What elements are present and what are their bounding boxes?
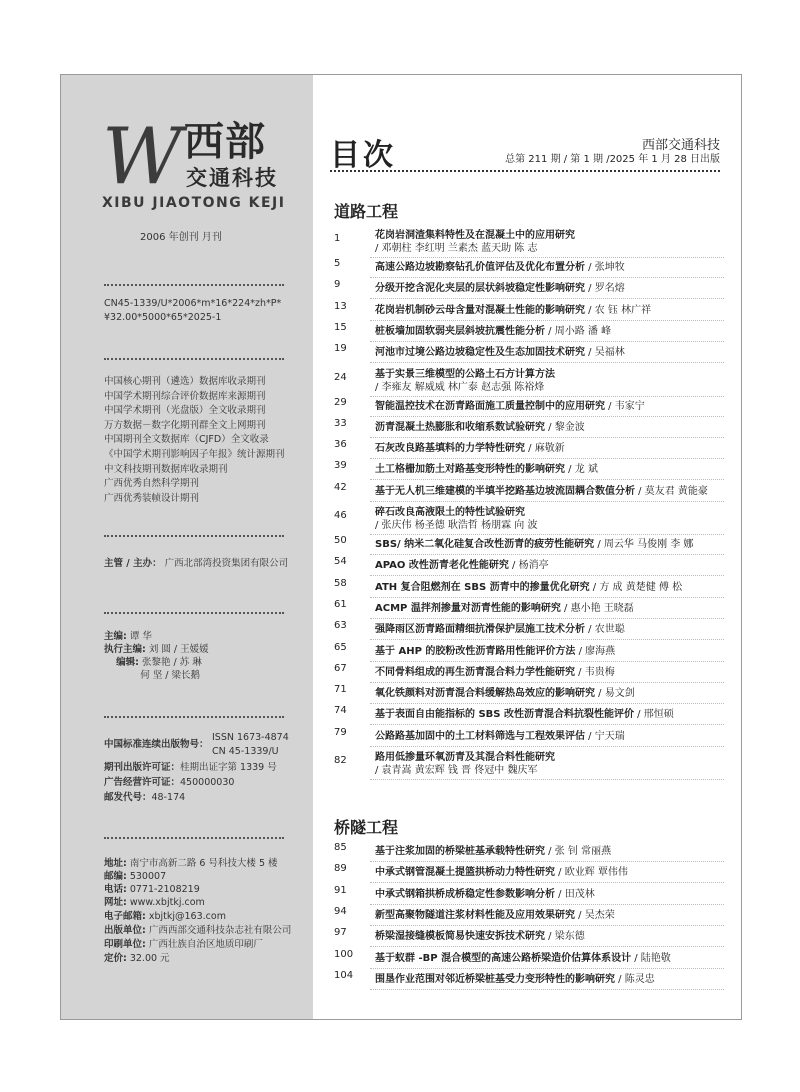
indexing-item: 中国学术期刊（光盘版）全文收录期刊 bbox=[104, 405, 266, 417]
entry-divider bbox=[370, 618, 724, 619]
article-title: 基于无人机三维建模的半填半挖路基边坡流固耦合数值分析 bbox=[375, 485, 635, 497]
article-title: 花岗岩洞渣集料特性及在混凝土中的应用研究 bbox=[375, 230, 575, 241]
page-number: 42 bbox=[334, 481, 347, 493]
sponsor-value: 广西北部湾投资集团有限公司 bbox=[164, 558, 289, 569]
article-authors: / 麻敬新 bbox=[525, 443, 565, 455]
article-title-line bbox=[375, 556, 549, 571]
issue-info: 总第 211 期 / 第 1 期 /2025 年 1 月 28 日出版 bbox=[505, 154, 720, 165]
page-number: 61 bbox=[334, 598, 347, 610]
article-title: 新型高聚物隧道注浆材料性能及应用效果研究 bbox=[375, 909, 575, 921]
article-title: 围垦作业范围对邻近桥梁桩基受力变形特性的影响研究 bbox=[375, 973, 615, 985]
page-number: 36 bbox=[334, 439, 347, 451]
article-title: 基于蚁群 -BP 混合模型的高速公路桥梁造价估算体系设计 bbox=[375, 952, 632, 964]
divider bbox=[104, 612, 284, 614]
article-title-line bbox=[375, 684, 635, 699]
entry-divider bbox=[370, 861, 724, 862]
entry-divider bbox=[370, 320, 724, 321]
article-title: 高速公路边坡勘察钻孔价值评估及优化布置分析 bbox=[375, 262, 585, 273]
article-authors: / 龙 斌 bbox=[565, 464, 598, 476]
header-rule bbox=[330, 170, 720, 172]
article-authors: / 邓朝柱 李红明 兰素杰 蓝天助 陈 志 bbox=[375, 243, 538, 254]
article-title-line bbox=[375, 642, 615, 657]
article-title-line bbox=[375, 322, 611, 337]
article-title-line bbox=[375, 439, 565, 454]
entry-divider bbox=[370, 661, 724, 662]
article-title: 土工格栅加筋土对路基变形特性的影响研究 bbox=[375, 464, 565, 476]
article-title: 基于 AHP 的胶粉改性沥青路用性能评价方法 bbox=[375, 645, 576, 657]
indexing-item: 广西优秀装帧设计期刊 bbox=[104, 492, 200, 504]
article-title: 花岗岩机制砂云母含量对混凝土性能的影响研究 bbox=[375, 304, 585, 316]
article-authors: / 张 钊 常丽燕 bbox=[545, 846, 612, 857]
sponsor-line bbox=[104, 557, 288, 571]
entry-divider bbox=[370, 437, 724, 438]
zip-line: 邮编: 530007 bbox=[104, 871, 167, 882]
page-number: 54 bbox=[334, 556, 347, 568]
page-number: 24 bbox=[334, 371, 347, 383]
entry-divider bbox=[370, 724, 724, 725]
page-number: 97 bbox=[334, 927, 347, 939]
article-title-line bbox=[375, 258, 625, 273]
indexing-item: 中国期刊全文数据库（CJFD）全文收录 bbox=[104, 434, 269, 446]
article-title-line bbox=[375, 397, 645, 412]
logo-cn-name2: 交通科技 bbox=[186, 166, 278, 190]
entry-divider bbox=[370, 298, 724, 299]
article-authors: / 袁青嵩 黄宏辉 钱 晋 佟冠中 魏庆军 bbox=[375, 765, 538, 776]
article-title: 桥梁湿接缝模板简易快速安拆技术研究 bbox=[375, 931, 545, 943]
article-authors: / 欧业辉 覃伟伟 bbox=[555, 867, 628, 879]
article-title-line bbox=[375, 343, 625, 358]
article-authors: / 廖海燕 bbox=[575, 645, 616, 657]
entry-divider bbox=[370, 968, 724, 969]
article-title: 基于注浆加固的桥梁桩基承载特性研究 bbox=[375, 846, 545, 857]
page-number: 15 bbox=[334, 321, 347, 333]
article-authors: / 惠小艳 王晓磊 bbox=[560, 602, 634, 614]
entry-divider bbox=[370, 458, 724, 459]
entry-divider bbox=[370, 277, 724, 278]
article-title-line bbox=[375, 863, 628, 878]
article-title: 石灰改良路基填料的力学特性研究 bbox=[375, 443, 525, 455]
indexing-item: 《中国学术期刊影响因子年报》统计源期刊 bbox=[104, 449, 285, 460]
article-title: SBS/ 纳米二氧化硅复合改性沥青的疲劳性能研究 bbox=[375, 539, 595, 550]
divider bbox=[104, 284, 284, 286]
entry-divider bbox=[370, 554, 724, 555]
price-line: 定价: 32.00 元 bbox=[104, 953, 170, 964]
issn-value: ISSN 1673-4874 bbox=[212, 732, 289, 743]
article-authors: / 周小路 潘 峰 bbox=[545, 325, 612, 337]
article-authors: / 田茂林 bbox=[555, 888, 595, 900]
entry-divider bbox=[370, 779, 724, 780]
editor-line: 编辑: 张黎艳 / 苏 琳 bbox=[116, 657, 202, 668]
article-title: 基于实景三维模型的公路土石方计算方法 bbox=[375, 368, 555, 380]
article-title-line bbox=[375, 663, 615, 678]
article-title-line bbox=[375, 949, 671, 964]
article-title: 碎石改良高液限土的特性试验研究 bbox=[375, 507, 525, 518]
entry-divider bbox=[370, 416, 724, 417]
section-heading: 道路工程 bbox=[334, 202, 399, 221]
entry-divider bbox=[370, 575, 724, 576]
web-line: 网址: www.xbjtkj.com bbox=[104, 897, 205, 908]
article-authors: / 农世聪 bbox=[585, 624, 625, 636]
page-number: 82 bbox=[334, 755, 347, 766]
code-line-1: CN45-1339/U*2006*m*16*224*zh*P* bbox=[104, 298, 282, 309]
article-authors: / 韦贵梅 bbox=[575, 666, 615, 678]
article-title-line bbox=[375, 620, 625, 635]
article-title: 氧化铁颜料对沥青混合料缓解热岛效应的影响研究 bbox=[375, 688, 595, 700]
article-authors: / 吴福林 bbox=[585, 347, 625, 359]
article-title-line bbox=[375, 842, 611, 857]
page-number: 1 bbox=[334, 233, 341, 244]
page-number: 58 bbox=[334, 577, 347, 589]
email-link[interactable]: xbjtkj@163.com bbox=[148, 911, 226, 922]
indexing-item: 万方数据－数字化期刊群全文上网期刊 bbox=[104, 419, 266, 431]
article-authors: / 黎金波 bbox=[545, 421, 585, 433]
article-title: ATH 复合阻燃剂在 SBS 沥青中的掺量优化研究 bbox=[375, 581, 590, 593]
page-number: 9 bbox=[334, 279, 341, 291]
page-number: 79 bbox=[334, 726, 347, 738]
page-number: 104 bbox=[334, 969, 354, 981]
indexing-item: 中国学术期刊综合评价数据库来源期刊 bbox=[104, 390, 266, 402]
page-number: 85 bbox=[334, 842, 347, 853]
article-authors: / 张庆伟 杨圣德 耿浩哲 杨朋霖 向 波 bbox=[375, 520, 538, 531]
article-title-line bbox=[375, 301, 651, 316]
article-title: ACMP 温拌剂掺量对沥青性能的影响研究 bbox=[375, 602, 561, 614]
page-number: 39 bbox=[334, 460, 347, 472]
entry-divider bbox=[370, 597, 724, 598]
article-authors: / 农 钰 林广祥 bbox=[585, 304, 652, 316]
entry-divider bbox=[370, 703, 724, 704]
divider bbox=[104, 535, 284, 537]
entry-divider bbox=[370, 946, 724, 947]
page-number: 29 bbox=[334, 396, 347, 408]
divider bbox=[104, 837, 284, 839]
page-number: 100 bbox=[334, 948, 354, 960]
logo-letter: W bbox=[102, 112, 183, 202]
article-title-line bbox=[375, 906, 615, 921]
page-number: 67 bbox=[334, 662, 347, 674]
page-number: 74 bbox=[334, 705, 347, 717]
indexing-item: 中文科技期刊数据库收录期刊 bbox=[104, 463, 228, 475]
article-title-line bbox=[375, 885, 595, 900]
article-authors: / 陆艳敬 bbox=[631, 952, 671, 964]
article-title-line bbox=[375, 727, 625, 742]
email-line: 电子邮箱: xbjtkj@163.com bbox=[104, 911, 226, 922]
article-authors: / 易文剑 bbox=[595, 688, 635, 700]
entry-divider bbox=[370, 746, 724, 747]
exec-editor-line: 执行主编: 刘 圆 / 王媛媛 bbox=[104, 644, 209, 655]
article-title-line bbox=[375, 705, 674, 720]
permit-line: 期刊出版许可证：桂期出证字第 1339 号 bbox=[104, 762, 277, 773]
article-authors: / 李雍友 解威威 林广泰 赵志强 陈裕烽 bbox=[375, 381, 545, 393]
chief-editor-line: 主编: 谭 华 bbox=[104, 631, 152, 642]
journal-name: 西部交通科技 bbox=[641, 138, 720, 153]
article-authors: / 宁天瑞 bbox=[585, 730, 625, 742]
article-title-line bbox=[375, 927, 585, 942]
article-title: 中承式钢箱拱桥成桥稳定性参数影响分析 bbox=[375, 888, 555, 900]
article-title-line bbox=[375, 535, 693, 550]
article-authors: / 梁东德 bbox=[545, 931, 585, 943]
publisher-line: 出版单位: 广西西部交通科技杂志社有限公司 bbox=[104, 925, 292, 936]
page-number: 91 bbox=[334, 884, 347, 896]
article-title: 沥青混凝土热膨胀和收缩系数试验研究 bbox=[375, 421, 545, 433]
article-title: 强降雨区沥青路面精细抗滑保护层施工技术分析 bbox=[375, 624, 585, 636]
editor-line-2: 何 坚 / 梁长鹅 bbox=[140, 670, 201, 681]
post-line: 邮发代号：48-174 bbox=[104, 792, 186, 803]
article-title-line bbox=[375, 578, 682, 593]
logo-en-name: XIBU JIAOTONG KEJI bbox=[102, 195, 286, 211]
indexing-item: 中国核心期刊（遴选）数据库收录期刊 bbox=[104, 376, 266, 387]
entry-divider bbox=[370, 682, 724, 683]
divider bbox=[104, 358, 284, 360]
article-title: 中承式钢管混凝土提篮拱桥动力特性研究 bbox=[375, 867, 555, 879]
article-authors: / 杨消亭 bbox=[508, 560, 549, 572]
page-number: 71 bbox=[334, 684, 347, 696]
article-title: 公路路基加固中的土工材料筛选与工程效果评估 bbox=[375, 730, 585, 742]
tel-line: 电话: 0771-2108219 bbox=[104, 884, 200, 895]
article-authors: / 周云华 马俊刚 李 娜 bbox=[594, 539, 694, 550]
page-number: 5 bbox=[334, 258, 341, 269]
page-number: 94 bbox=[334, 905, 347, 917]
article-title-line bbox=[375, 418, 585, 433]
ad-line: 广告经营许可证：450000030 bbox=[104, 777, 235, 788]
page-title: 目次 bbox=[330, 138, 396, 173]
article-title-line bbox=[375, 279, 625, 294]
page-number: 63 bbox=[334, 620, 347, 632]
cn-value: CN 45-1339/U bbox=[212, 746, 279, 757]
article-authors: / 吴杰荣 bbox=[575, 909, 615, 921]
article-authors: / 陈灵忠 bbox=[615, 973, 655, 985]
page-number: 65 bbox=[334, 641, 347, 653]
logo-cn-name: 西部 bbox=[184, 119, 266, 165]
entry-divider bbox=[370, 882, 724, 883]
article-title-line bbox=[375, 599, 634, 614]
article-authors: / 莫友君 黄能豪 bbox=[635, 485, 708, 497]
divider bbox=[104, 716, 284, 718]
article-title: 桩板墙加固软弱夹层斜坡抗震性能分析 bbox=[375, 325, 545, 337]
article-authors: / 邢恒硕 bbox=[634, 709, 674, 721]
article-title: 河池市过境公路边坡稳定性及生态加固技术研究 bbox=[375, 347, 585, 359]
web-link[interactable]: www.xbjtkj.com bbox=[129, 897, 205, 908]
entry-divider bbox=[370, 341, 724, 342]
section-heading: 桥隧工程 bbox=[334, 818, 399, 837]
article-title-line bbox=[375, 460, 598, 475]
article-title-line bbox=[375, 970, 655, 985]
article-authors: / 罗名熔 bbox=[585, 283, 625, 295]
addr-line: 地址: 南宁市高新二路 6 号科技大楼 5 楼 bbox=[104, 858, 278, 869]
page-number: 46 bbox=[334, 510, 347, 521]
article-title: APAO 改性沥青老化性能研究 bbox=[375, 560, 509, 572]
article-authors: / 张坤牧 bbox=[585, 262, 625, 273]
sponsor-label: 主管 / 主办： bbox=[104, 558, 162, 569]
entry-divider bbox=[370, 362, 724, 363]
page-number: 19 bbox=[334, 343, 347, 355]
entry-divider bbox=[370, 639, 724, 640]
entry-divider bbox=[370, 925, 724, 926]
page-number: 33 bbox=[334, 417, 347, 429]
entry-divider bbox=[370, 904, 724, 905]
article-title: 智能温控技术在沥青路面施工质量控制中的应用研究 bbox=[375, 400, 605, 412]
page-number: 13 bbox=[334, 300, 347, 312]
article-authors: / 韦家宁 bbox=[605, 400, 645, 412]
entry-divider bbox=[370, 501, 724, 502]
printer-line: 印刷单位: 广西壮族自治区地质印刷厂 bbox=[104, 939, 263, 950]
entry-divider bbox=[370, 479, 724, 480]
article-title: 不同骨料组成的再生沥青混合料力学性能研究 bbox=[375, 666, 575, 678]
page-number: 89 bbox=[334, 863, 347, 875]
article-title: 分级开挖含泥化夹层的层状斜坡稳定性影响研究 bbox=[375, 283, 585, 295]
article-title: 基于表面自由能指标的 SBS 改性沥青混合料抗裂性能评价 bbox=[375, 709, 634, 721]
indexing-item: 广西优秀自然科学期刊 bbox=[104, 478, 200, 490]
article-authors: / 方 成 黄楚健 傅 松 bbox=[589, 581, 683, 593]
article-title: 路用低掺量环氧沥青及其混合料性能研究 bbox=[375, 752, 555, 763]
issn-line: 中国标准连续出版物号： bbox=[104, 739, 209, 750]
article-title-line bbox=[375, 482, 708, 497]
code-line-2: ¥32.00*5000*65*2025-1 bbox=[104, 312, 222, 323]
page-number: 50 bbox=[334, 535, 347, 546]
entry-divider bbox=[370, 989, 724, 990]
founded-text: 2006 年创刊 月刊 bbox=[140, 232, 222, 243]
